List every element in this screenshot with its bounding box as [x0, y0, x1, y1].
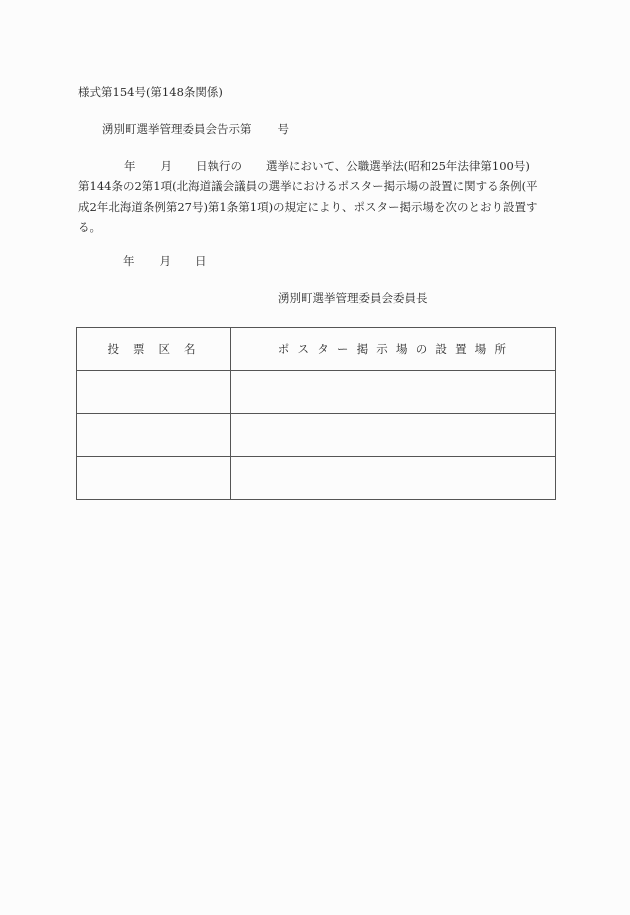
table-row — [77, 371, 556, 414]
header-voting-district-label: 投票区名 — [107, 342, 210, 356]
date-month-label: 月 — [159, 254, 171, 268]
paragraph-line-3: 成2年北海道条例第27号)第1条第1項)の規定により、ポスター掲示場を次のとおり設置す — [78, 199, 538, 214]
paragraph-line-1 — [78, 156, 556, 176]
signature-line: 湧別町選挙管理委員会委員長 — [278, 291, 428, 305]
paragraph-line-4: る。 — [78, 219, 101, 234]
header-voting-district — [77, 328, 231, 371]
header-poster-location-label: ポスター掲示場の設置場所 — [277, 342, 515, 356]
month-blank-label: 月 — [160, 159, 172, 173]
notice-title — [102, 121, 289, 137]
date-year-label: 年 — [123, 254, 135, 268]
poster-location-cell — [231, 371, 556, 414]
voting-district-cell — [77, 457, 231, 500]
poster-location-cell — [231, 414, 556, 457]
date-day-label: 日 — [195, 254, 207, 268]
table-header-row — [77, 328, 556, 371]
day-exec-label: 日執行の — [196, 159, 242, 173]
form-number: 様式第154号(第148条関係) — [78, 85, 223, 99]
paragraph-line-1-text: 選挙において、公職選挙法(昭和25年法律第100号) — [266, 159, 530, 173]
table-row — [77, 457, 556, 500]
header-poster-location — [231, 328, 556, 371]
notice-title-suffix: 号 — [277, 122, 289, 136]
date-line — [123, 253, 207, 269]
voting-district-cell — [77, 371, 231, 414]
table-row — [77, 414, 556, 457]
year-blank-label: 年 — [124, 159, 136, 173]
notice-title-prefix: 湧別町選挙管理委員会告示第 — [102, 122, 252, 136]
paragraph-line-2: 第144条の2第1項(北海道議会議員の選挙におけるポスター掲示場の設置に関する条例(平 — [78, 179, 538, 194]
body-paragraph — [78, 156, 556, 237]
poster-location-cell — [231, 457, 556, 500]
poster-location-table — [76, 327, 556, 500]
voting-district-cell — [77, 414, 231, 457]
